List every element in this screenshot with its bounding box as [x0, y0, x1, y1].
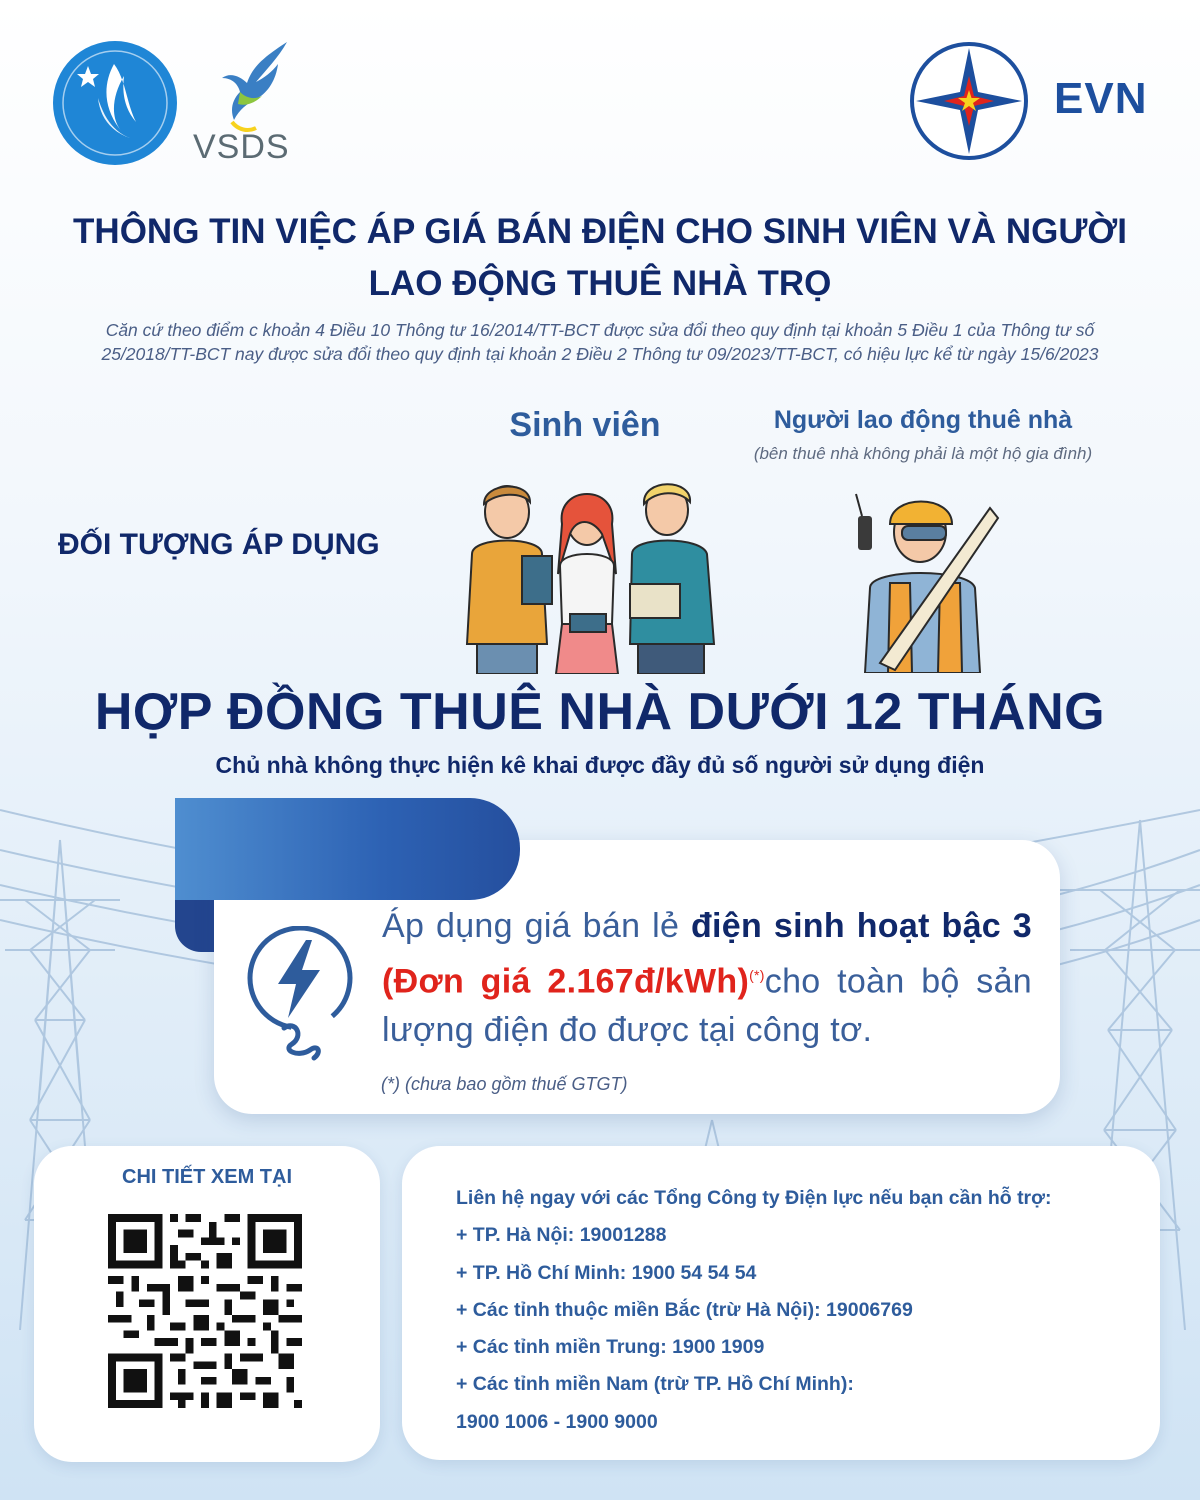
contact-list: [456, 1180, 1136, 1441]
ribbon-banner: [175, 798, 520, 900]
contact-south-numbers: 1900 1006 - 1900 9000: [456, 1410, 658, 1433]
contact-hanoi: + TP. Hà Nội: 19001288: [456, 1224, 667, 1247]
page-title-line2: LAO ĐỘNG THUÊ NHÀ TRỌ: [368, 264, 832, 303]
contract-title: HỢP ĐỒNG THUÊ NHÀ DƯỚI 12 THÁNG: [94, 683, 1106, 741]
worker-heading: Người lao động thuê nhà: [773, 406, 1073, 434]
qr-code[interactable]: [108, 1214, 302, 1408]
contact-central: + Các tỉnh miền Trung: 1900 1909: [456, 1336, 765, 1359]
contact-north: + Các tỉnh thuộc miền Bắc (trừ Hà Nội): 19006769: [456, 1298, 913, 1321]
evn-wordmark: EVN: [1054, 74, 1148, 123]
vat-note: (*) (chưa bao gồm thuế GTGT): [381, 1074, 628, 1094]
contact-hcmc: + TP. Hồ Chí Minh: 1900 54 54 54: [456, 1261, 757, 1284]
price-intro: Áp dụng giá bán lẻ: [382, 907, 691, 945]
legal-basis-line2: 25/2018/TT-BCT nay được sửa đổi theo quy định tại khoản 2 Điều 2 Thông tư 09/2023/TT-BCT, có hiệu lực kể từ ngày 15/6/2023: [101, 344, 1099, 364]
price-rest: cho toàn bộ sản lượng điện đo được tại công tơ.: [382, 962, 1032, 1050]
worker-note: (bên thuê nhà không phải là một hộ gia đình): [753, 444, 1093, 463]
page-title: [40, 206, 1160, 310]
vsds-wordmark: VSDS: [193, 128, 290, 166]
legal-basis: [20, 318, 1180, 366]
worker-illustration: [840, 488, 1000, 673]
qr-title: CHI TIẾT XEM TẠI: [122, 1166, 292, 1188]
hoi-sinh-vien-logo: [52, 40, 178, 166]
student-heading: Sinh viên: [509, 406, 661, 444]
contact-south: + Các tỉnh miền Nam (trừ TP. Hồ Chí Minh):: [456, 1373, 854, 1396]
footnote-mark: (*): [749, 967, 765, 983]
contract-subtitle: Chủ nhà không thực hiện kê khai được đầy đủ số người sử dụng điện: [215, 752, 985, 778]
evn-star-logo: [908, 40, 1030, 162]
audience-label: ĐỐI TƯỢNG ÁP DỤNG: [58, 528, 380, 561]
price-highlight: điện sinh hoạt bậc 3: [690, 907, 1032, 945]
unit-price: (Đơn giá 2.167đ/kWh): [382, 962, 750, 1001]
lightning-bolt-icon: [244, 926, 356, 1066]
price-description: [382, 902, 1032, 1055]
students-illustration: [452, 474, 722, 674]
legal-basis-line1: Căn cứ theo điểm c khoản 4 Điều 10 Thông tư 16/2014/TT-BCT được sửa đổi theo quy định tại khoản 5 Điều 1 của Thông tư số: [105, 320, 1095, 340]
contact-intro: Liên hệ ngay với các Tổng Công ty Điện lực nếu bạn cần hỗ trợ:: [456, 1187, 1052, 1209]
page-title-line1: THÔNG TIN VIỆC ÁP GIÁ BÁN ĐIỆN CHO SINH VIÊN VÀ NGƯỜI: [73, 212, 1127, 251]
